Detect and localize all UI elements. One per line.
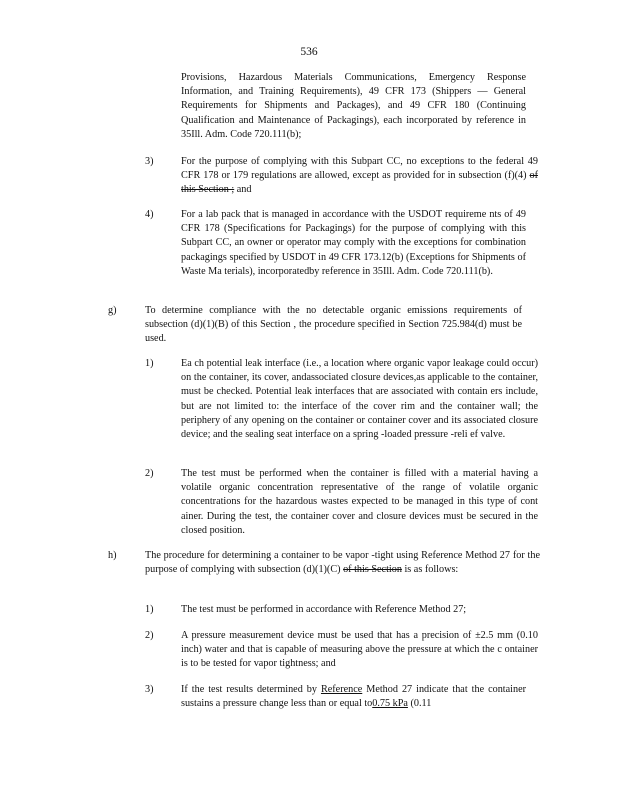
section-g-item-1-paragraph: Ea ch potential leak interface (i.e., a location where organic vapor leakage could occur) on the container, its cover, andassociated closure devices,as applicable to the container, must be checked. Potential leak interfaces that are associated with contain ers include, but are not limited to: the interface of the cover rim and the container wall; the periphery of any opening on the container or container cover and its associated closure device; and the sealing seat interface on a spring -loaded pressure -reli ef valve. — [181, 358, 538, 441]
intro-paragraph: Provisions, Hazardous Materials Communications, Emergency Response Information, and Training Requirements), 49 CFR 173 (Shippers — General Requirements for Shipments and Packages), and 49 CFR 180 (Continuing Qualification and Maintenance of Packagings), each incorporated by reference in 35Ill. Adm. Code 720.111(b); — [181, 72, 526, 140]
item-4-paragraph: For a lab pack that is managed in accordance with the USDOT requireme nts of 49 CFR 178 (Specifications for Packagings) for the purpose of complying with this Subpart CC, an owner or operator may comply with the exceptions for combination packagings specified by USDOT in 49 CFR 173.12(b) (Exceptions for Shipments of Waste Ma terials), incorporatedby reference in 35Ill. Adm. Code 720.111(b). — [181, 209, 526, 277]
item-3-label: 3) — [145, 156, 154, 167]
section-h-item-3-label: 3) — [145, 684, 154, 695]
section-h-item-3-text-c: (0.11 — [407, 698, 432, 710]
item-3-paragraph — [181, 155, 538, 198]
section-h-label: h) — [108, 550, 117, 561]
section-h-item-3-underlined-1: Reference — [320, 684, 363, 695]
page-number: 536 — [300, 46, 318, 58]
section-h-item-1-label: 1) — [145, 604, 154, 615]
section-h-struck-text: of this Section — [343, 564, 402, 576]
section-h-item-2-label: 2) — [145, 630, 154, 641]
section-h-text-b: is as follows: — [401, 564, 459, 576]
section-h-item-3-underlined-2: 0.75 kPa — [372, 698, 408, 710]
section-h-item-3-text-a: If the test results determined by — [181, 684, 321, 695]
section-h-item-1-paragraph: The test must be performed in accordance with Reference Method 27; — [181, 604, 467, 615]
item-3-struck-text: of this Section ; — [181, 170, 538, 196]
item-3-text-b: and — [234, 184, 252, 196]
section-g-paragraph: To determine compliance with the no detectable organic emissions requirements of subsection (d)(1)(B) of this Section , the procedure specified in Section 725.984(d) must be used. — [145, 305, 522, 345]
item-4-label: 4) — [145, 209, 154, 220]
section-h-item-2-paragraph: A pressure measurement device must be used that has a precision of ±2.5 mm (0.10 inch) water and that is capable of measuring above the pressure at which the c ontainer is to be tested for vapor tightness; and — [181, 630, 538, 670]
section-g-item-2-label: 2) — [145, 468, 154, 479]
section-g-item-2-paragraph: The test must be performed when the container is filled with a material having a volatile organic concentration representative of the range of volatile organic concentrations for the hazardous wastes expected to be managed in this type of cont ainer. During the test, the container cover and closure devices must be secured in the closed position. — [181, 468, 538, 536]
section-h-item-3-paragraph — [181, 683, 526, 711]
item-3-text-a: For the purpose of complying with this Subpart CC, no exceptions to the federal 49 CFR 178 or 179 regulations are allowed, except as provided for in subsection (f)(4) — [181, 156, 538, 182]
section-g-item-1-label: 1) — [145, 358, 154, 369]
section-g-label: g) — [108, 305, 117, 316]
section-h-paragraph — [145, 549, 540, 577]
section-h-item-3-text-b: Method 27 indicate that the container sustains a pressure change less than or equal to — [181, 684, 526, 710]
section-h-text-a: The procedure for determining a container to be vapor -tight using Reference Method 27 for the purpose of complying with subsection (d)(1)(C) — [145, 550, 540, 576]
